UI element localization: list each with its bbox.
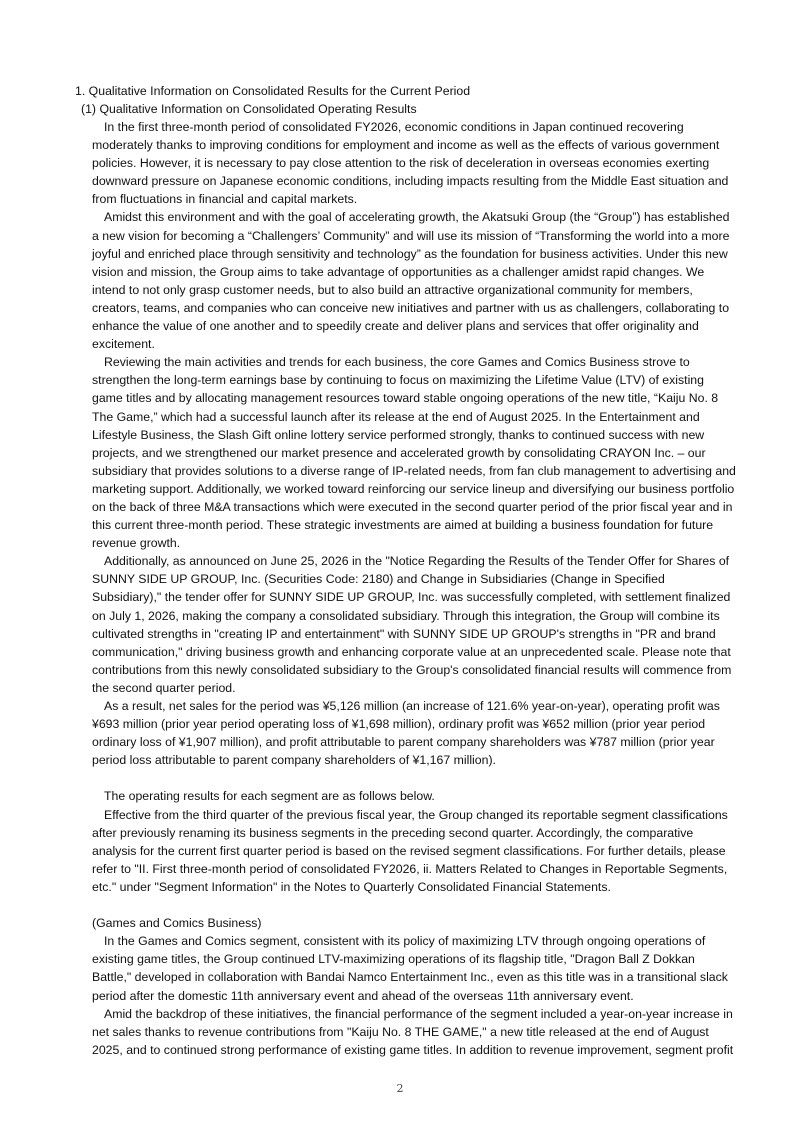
paragraph-games-comics-performance: Amid the backdrop of these initiatives, the financial performance of the segment included a year-on-year increase in net sales thanks to revenue contributions from "Kaiju No. 8 THE GAME," a new title released at the end of August 2025, and to continued strong performance of existing game titles. In addition to revenue improvement, segment profit bbox=[92, 1006, 734, 1057]
section-title: 1. Qualitative Information on Consolidated Results for the Current Period bbox=[75, 84, 471, 98]
paragraph-business-review: Reviewing the main activities and trends for each business, the core Games and Comics Business strove to strengthen the long-term earnings base by continuing to focus on maximizing the Lifetime Value (LTV) of existing game titles and by allocating management resources toward stable ongoing operations of the new title, “Kaiju No. 8 The Game,” which had a successful launch after its release at the end of August 2025. In the Entertainment and Lifestyle Business, the Slash Gift online lottery service performed strongly, thanks to continued success with new projects, and we strengthened our market presence and accelerated growth by consolidating CRAYON Inc. – our subsidiary that provides solutions to a diverse range of IP-related needs, from fan club management to advertising and marketing support. Additionally, we worked toward reinforcing our service lineup and diversifying our business portfolio on the back of three M&A transactions which were executed in the second quarter period of the prior fiscal year and in this current three-month period. These strategic investments are aimed at building a business foundation for future revenue growth. bbox=[92, 355, 736, 551]
paragraph-group-vision: Amidst this environment and with the goal of accelerating growth, the Akatsuki Group (the “Group”) has established a new vision for becoming a “Challengers’ Community” and will use its mission of “Transforming the world into a more joyful and enriched place through sensitivity and technology” as the foundation for business activities. Under this new vision and mission, the Group aims to take advantage of opportunities as a challenger amidst rapid changes. We intend to not only grasp customer needs, but to also build an attractive organizational community for members, creators, teams, and companies who can conceive new initiatives and partner with us as challengers, collaborating to enhance the value of one another and to speedily create and deliver plans and services that offer originality and excitement. bbox=[92, 210, 730, 352]
section-subtitle: (1) Qualitative Information on Consolidated Operating Results bbox=[81, 102, 417, 116]
paragraph-spacer bbox=[92, 896, 737, 914]
paragraph-segment-intro: The operating results for each segment are as follows below. bbox=[104, 789, 435, 804]
paragraph-economic-conditions: In the first three-month period of consolidated FY2026, economic conditions in Japan continued recovering moderately thanks to improving conditions for employment and income as well as the effects of various government policies. However, it is necessary to pay close attention to the risk of deceleration in overseas economies exerting downward pressure on Japanese economic conditions, including impacts resulting from the Middle East situation and from fluctuations in financial and capital markets. bbox=[92, 120, 729, 207]
paragraph-games-comics-operations: In the Games and Comics segment, consistent with its policy of maximizing LTV through ongoing operations of existing game titles, the Group continued LTV-maximizing operations of its flagship title, "Dragon Ball Z Dokkan Battle," developed in collaboration with Bandai Namco Entertainment Inc., even as this title was in a transitional slack period after the domestic 11th anniversary event and ahead of the overseas 11th anniversary event. bbox=[92, 934, 728, 1003]
body-text bbox=[92, 118, 737, 1059]
page-number: 2 bbox=[396, 1082, 404, 1095]
paragraph-segment-change: Effective from the third quarter of the previous fiscal year, the Group changed its reportable segment classifications after previously renaming its business segments in the preceding second quarter. Accordingly, the comparative analysis for the current first quarter period is based on the revised segment classifications. For further details, please refer to "II. First three-month period of consolidated FY2026, ii. Matters Related to Changes in Reportable Segments, etc." under "Segment Information" in the Notes to Quarterly Consolidated Financial Statements. bbox=[92, 807, 728, 894]
paragraph-spacer bbox=[92, 769, 737, 787]
paragraph-tender-offer: Additionally, as announced on June 25, 2026 in the "Notice Regarding the Results of the Tender Offer for Shares of SUNNY SIDE UP GROUP, Inc. (Securities Code: 2180) and Change in Subsidiaries (Change in Specified Subsidiary)," the tender offer for SUNNY SIDE UP GROUP, Inc. was successfully completed, with settlement finalized on July 1, 2026, making the company a consolidated subsidiary. Through this integration, the Group will combine its cultivated strengths in "creating IP and entertainment" with SUNNY SIDE UP GROUP's strengths in "PR and brand communication," driving business growth and enhancing corporate value at an unprecedented scale. Please note that contributions from this newly consolidated subsidiary to the Group's consolidated financial results will commence from the second quarter period. bbox=[92, 554, 732, 695]
segment-heading-games-comics: (Games and Comics Business) bbox=[92, 916, 262, 931]
paragraph-results-summary: As a result, net sales for the period was ¥5,126 million (an increase of 121.6% year-on-year), operating profit was ¥693 million (prior year period operating loss of ¥1,698 million), ordinary profit was ¥652 million (prior year period ordinary loss of ¥1,907 million), and profit attributable to parent company shareholders was ¥787 million (prior year period loss attributable to parent company shareholders of ¥1,167 million). bbox=[92, 699, 720, 768]
